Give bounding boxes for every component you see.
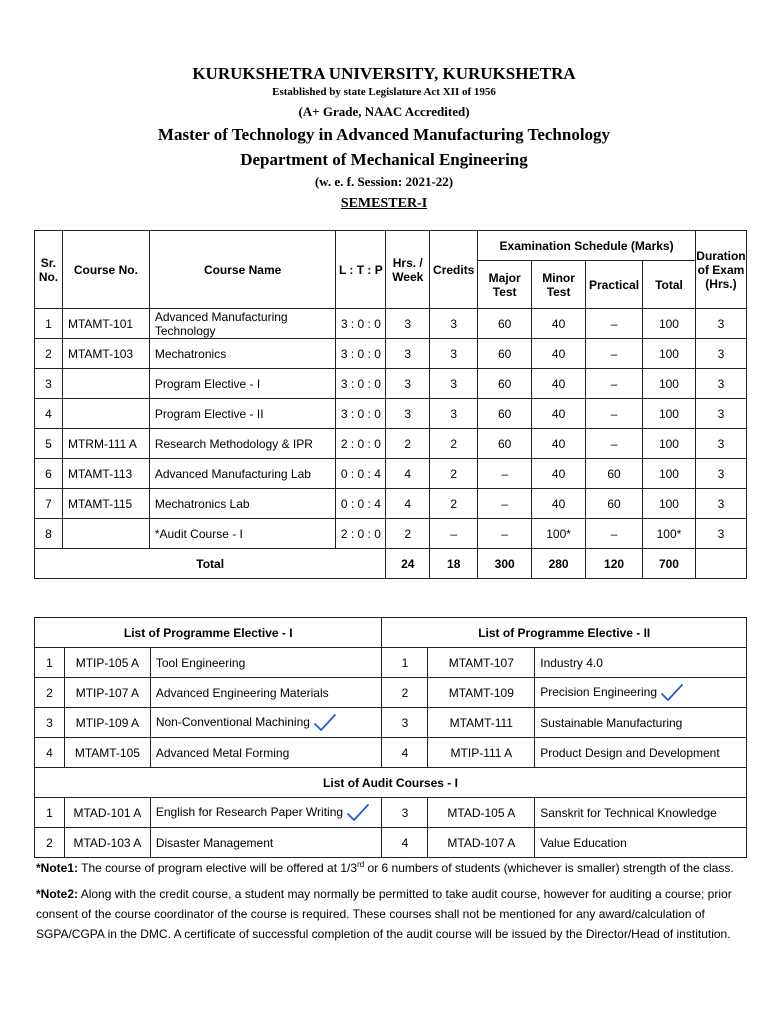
cell-sr: 1 <box>35 648 65 678</box>
total-major: 300 <box>478 549 532 579</box>
table-row <box>35 678 747 708</box>
cell-credits: 2 <box>430 429 478 459</box>
cell-sr: 2 <box>382 678 428 708</box>
cell-practical: – <box>586 519 643 549</box>
cell-sr: 2 <box>35 678 65 708</box>
cell-minor: 40 <box>532 399 586 429</box>
table-row <box>35 429 747 459</box>
header-practical: Practical <box>586 261 643 309</box>
header-total: Total <box>643 261 696 309</box>
cell-major: 60 <box>478 339 532 369</box>
university-name: KURUKSHETRA UNIVERSITY, KURUKSHETRA <box>192 64 576 83</box>
header-course-name: Course Name <box>149 231 336 309</box>
elective-2-title: List of Programme Elective - II <box>382 618 747 648</box>
table-row <box>35 459 747 489</box>
cell-hrs: 3 <box>386 309 430 339</box>
cell-hrs: 2 <box>386 519 430 549</box>
cell-course-name: *Audit Course - I <box>149 519 336 549</box>
cell-course-no: MTAMT-115 <box>62 489 149 519</box>
cell-major: 60 <box>478 369 532 399</box>
cell-ltp: 3 : 0 : 0 <box>336 369 386 399</box>
cell-course-no: MTAD-101 A <box>64 798 150 828</box>
total-duration <box>695 549 746 579</box>
cell-hrs: 3 <box>386 399 430 429</box>
header-sr: Sr. No. <box>35 231 63 309</box>
cell-course-no: MTRM-111 A <box>62 429 149 459</box>
cell-sr: 3 <box>35 708 65 738</box>
cell-hrs: 3 <box>386 369 430 399</box>
total-minor: 280 <box>532 549 586 579</box>
note-1-label: *Note1: <box>36 861 79 875</box>
cell-duration: 3 <box>695 369 746 399</box>
cell-course-no: MTIP-111 A <box>428 738 535 768</box>
table-row <box>35 648 747 678</box>
cell-major: – <box>478 519 532 549</box>
cell-duration: 3 <box>695 429 746 459</box>
cell-total: 100 <box>643 339 696 369</box>
cell-total: 100 <box>643 399 696 429</box>
cell-sr: 4 <box>382 738 428 768</box>
cell-sr: 1 <box>382 648 428 678</box>
cell-major: 60 <box>478 309 532 339</box>
table-row <box>35 798 747 828</box>
table-row <box>35 489 747 519</box>
cell-total: 100 <box>643 429 696 459</box>
cell-course-no <box>62 519 149 549</box>
cell-minor: 40 <box>532 429 586 459</box>
note-1-text-a: The course of program elective will be offered at 1/3 <box>78 861 358 875</box>
cell-course-no: MTAMT-113 <box>62 459 149 489</box>
department-title: Department of Mechanical Engineering <box>240 150 528 169</box>
cell-major: – <box>478 489 532 519</box>
total-credits: 18 <box>430 549 478 579</box>
cell-sr: 3 <box>35 369 63 399</box>
cell-practical: – <box>586 339 643 369</box>
cell-total: 100 <box>643 309 696 339</box>
cell-total: 100* <box>643 519 696 549</box>
cell-practical: – <box>586 429 643 459</box>
cell-duration: 3 <box>695 459 746 489</box>
cell-course-no: MTAD-103 A <box>64 828 150 858</box>
semester-course-table <box>34 230 747 579</box>
cell-course-no: MTIP-109 A <box>64 708 150 738</box>
header-duration: Duration of Exam (Hrs.) <box>695 231 746 309</box>
cell-duration: 3 <box>695 309 746 339</box>
cell-course-no <box>62 369 149 399</box>
session-line: (w. e. f. Session: 2021-22) <box>314 174 454 189</box>
cell-credits: 3 <box>430 399 478 429</box>
audit-courses-title: List of Audit Courses - I <box>35 768 747 798</box>
cell-hrs: 4 <box>386 489 430 519</box>
cell-sr: 1 <box>35 798 65 828</box>
cell-course-name: Mechatronics Lab <box>149 489 336 519</box>
table-row <box>35 309 747 339</box>
note-2-label: *Note2: <box>36 887 79 901</box>
cell-sr: 8 <box>35 519 63 549</box>
note-1-superscript: rd <box>357 860 365 869</box>
cell-minor: 40 <box>532 309 586 339</box>
cell-sr: 2 <box>35 828 65 858</box>
cell-course-no: MTAD-107 A <box>428 828 535 858</box>
header-major: Major Test <box>478 261 532 309</box>
table-row <box>35 369 747 399</box>
cell-total: 100 <box>643 459 696 489</box>
cell-practical: – <box>586 399 643 429</box>
total-row <box>35 549 747 579</box>
checkmark-icon <box>661 684 683 702</box>
total-hrs: 24 <box>386 549 430 579</box>
cell-course-name: Precision Engineering <box>540 684 657 699</box>
cell-course-no: MTIP-107 A <box>64 678 150 708</box>
total-label: Total <box>35 549 386 579</box>
header-hrs: Hrs. / Week <box>386 231 430 309</box>
cell-course-name: Program Elective - II <box>149 399 336 429</box>
cell-course-name: Sustainable Manufacturing <box>535 708 747 738</box>
cell-credits: 3 <box>430 339 478 369</box>
cell-ltp: 2 : 0 : 0 <box>336 519 386 549</box>
table-row <box>35 828 747 858</box>
cell-practical: – <box>586 369 643 399</box>
cell-minor: 40 <box>532 369 586 399</box>
cell-course-name: English for Research Paper Writing <box>155 804 344 819</box>
cell-sr: 7 <box>35 489 63 519</box>
cell-major: 60 <box>478 399 532 429</box>
table-row <box>35 339 747 369</box>
total-marks: 700 <box>643 549 696 579</box>
note-1-text-b: or 6 numbers of students (whichever is smaller) strength of the class. <box>364 861 734 875</box>
cell-course-name: Advanced Engineering Materials <box>150 678 382 708</box>
checkmark-icon <box>314 714 336 732</box>
header-ltp: L : T : P <box>336 231 386 309</box>
cell-minor: 40 <box>532 489 586 519</box>
cell-credits: 2 <box>430 459 478 489</box>
cell-major: – <box>478 459 532 489</box>
cell-course-no <box>62 399 149 429</box>
cell-course-name: Sanskrit for Technical Knowledge <box>535 798 747 828</box>
total-practical: 120 <box>586 549 643 579</box>
cell-duration: 3 <box>695 339 746 369</box>
header-course-no: Course No. <box>62 231 149 309</box>
cell-course-name: Mechatronics <box>149 339 336 369</box>
cell-sr: 3 <box>382 708 428 738</box>
cell-sr: 6 <box>35 459 63 489</box>
cell-course-name: Non-Conventional Machining <box>155 714 310 729</box>
cell-total: 100 <box>643 369 696 399</box>
cell-credits: – <box>430 519 478 549</box>
cell-ltp: 3 : 0 : 0 <box>336 399 386 429</box>
cell-practical: – <box>586 309 643 339</box>
cell-minor: 40 <box>532 459 586 489</box>
cell-course-name: Program Elective - I <box>149 369 336 399</box>
elective-1-title: List of Programme Elective - I <box>35 618 382 648</box>
cell-sr: 4 <box>35 738 65 768</box>
cell-course-name-with-check <box>150 708 382 738</box>
cell-course-name: Disaster Management <box>150 828 382 858</box>
cell-credits: 2 <box>430 489 478 519</box>
cell-duration: 3 <box>695 489 746 519</box>
establishment-line: Established by state Legislature Act XII of 1956 <box>272 86 496 98</box>
cell-sr: 2 <box>35 339 63 369</box>
cell-course-no: MTAD-105 A <box>428 798 535 828</box>
cell-credits: 3 <box>430 369 478 399</box>
cell-sr: 4 <box>382 828 428 858</box>
cell-course-name: Tool Engineering <box>150 648 382 678</box>
grade-line: (A+ Grade, NAAC Accredited) <box>298 104 470 119</box>
header-exam-schedule: Examination Schedule (Marks) <box>478 231 696 261</box>
cell-course-name-with-check <box>535 678 747 708</box>
cell-hrs: 2 <box>386 429 430 459</box>
cell-total: 100 <box>643 489 696 519</box>
cell-course-no: MTAMT-111 <box>428 708 535 738</box>
cell-course-no: MTAMT-107 <box>428 648 535 678</box>
cell-sr: 1 <box>35 309 63 339</box>
cell-practical: 60 <box>586 489 643 519</box>
cell-course-name: Research Methodology & IPR <box>149 429 336 459</box>
cell-course-name: Advanced Manufacturing Lab <box>149 459 336 489</box>
note-1 <box>36 855 736 878</box>
cell-ltp: 2 : 0 : 0 <box>336 429 386 459</box>
cell-course-no: MTIP-105 A <box>64 648 150 678</box>
programme-title: Master of Technology in Advanced Manufacturing Technology <box>157 125 611 144</box>
semester-title: SEMESTER-I <box>340 196 428 211</box>
cell-ltp: 0 : 0 : 4 <box>336 459 386 489</box>
cell-minor: 40 <box>532 339 586 369</box>
cell-hrs: 3 <box>386 339 430 369</box>
cell-course-no: MTAMT-103 <box>62 339 149 369</box>
cell-practical: 60 <box>586 459 643 489</box>
table-row <box>35 708 747 738</box>
cell-sr: 3 <box>382 798 428 828</box>
cell-hrs: 4 <box>386 459 430 489</box>
cell-duration: 3 <box>695 519 746 549</box>
cell-course-name: Industry 4.0 <box>535 648 747 678</box>
header-credits: Credits <box>430 231 478 309</box>
cell-ltp: 3 : 0 : 0 <box>336 339 386 369</box>
cell-course-no: MTAMT-109 <box>428 678 535 708</box>
cell-course-name: Value Education <box>535 828 747 858</box>
cell-minor: 100* <box>532 519 586 549</box>
electives-table <box>34 617 747 858</box>
cell-credits: 3 <box>430 309 478 339</box>
cell-ltp: 0 : 0 : 4 <box>336 489 386 519</box>
cell-course-name: Advanced Manufacturing Technology <box>149 309 336 339</box>
cell-sr: 5 <box>35 429 63 459</box>
cell-sr: 4 <box>35 399 63 429</box>
table-row <box>35 738 747 768</box>
cell-duration: 3 <box>695 399 746 429</box>
cell-major: 60 <box>478 429 532 459</box>
header-minor: Minor Test <box>532 261 586 309</box>
cell-course-name: Product Design and Development <box>535 738 747 768</box>
cell-course-name: Advanced Metal Forming <box>150 738 382 768</box>
cell-course-no: MTAMT-101 <box>62 309 149 339</box>
cell-course-no: MTAMT-105 <box>64 738 150 768</box>
table-row <box>35 399 747 429</box>
note-2 <box>36 884 736 944</box>
cell-ltp: 3 : 0 : 0 <box>336 309 386 339</box>
note-2-text: Along with the credit course, a student may normally be permitted to take audit course, however for auditing a course; prior consent of the course coordinator of the course is required. These courses shall not be mentioned for any award/calculation of SGPA/CGPA in the DMC. A certificate of successful completion of the audit course will be issued by the Director/Head of institution. <box>36 887 732 941</box>
checkmark-icon <box>347 804 369 822</box>
cell-course-name-with-check <box>150 798 382 828</box>
table-row <box>35 519 747 549</box>
